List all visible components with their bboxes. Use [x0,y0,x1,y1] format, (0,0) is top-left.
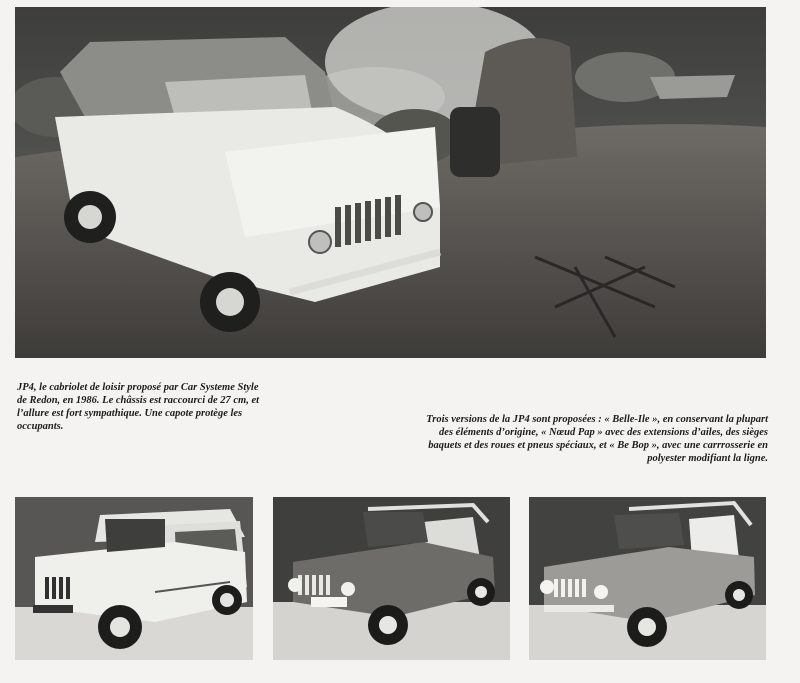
be-bop-illustration [529,497,766,660]
versions-caption: Trois versions de la JP4 sont proposées : « Belle-Ile », en conservant la plupart des éléments d’origine, « Nœud Pap » avec des extensions d’ailes, des sièges baquets et des roues et pneus spéciaux, et « Be Bop », avec une carrrosserie en polyester modifiant la ligne. [426,414,768,464]
main-photo-illustration [15,7,766,358]
main-photo-caption: JP4, le cabriolet de loisir proposé par Car Systeme Style de Redon, en 1986. Le châssis est raccourci de 27 cm, et l’allure est fort sympathique. Une capote protège les occupants. [17,382,260,432]
photo-version-belle-ile [15,497,253,660]
belle-ile-illustration [15,497,253,660]
main-photo-jp4-lakeside [15,7,766,358]
photo-version-be-bop [529,497,766,660]
noeud-pap-illustration [273,497,510,660]
photo-version-noeud-pap [273,497,510,660]
